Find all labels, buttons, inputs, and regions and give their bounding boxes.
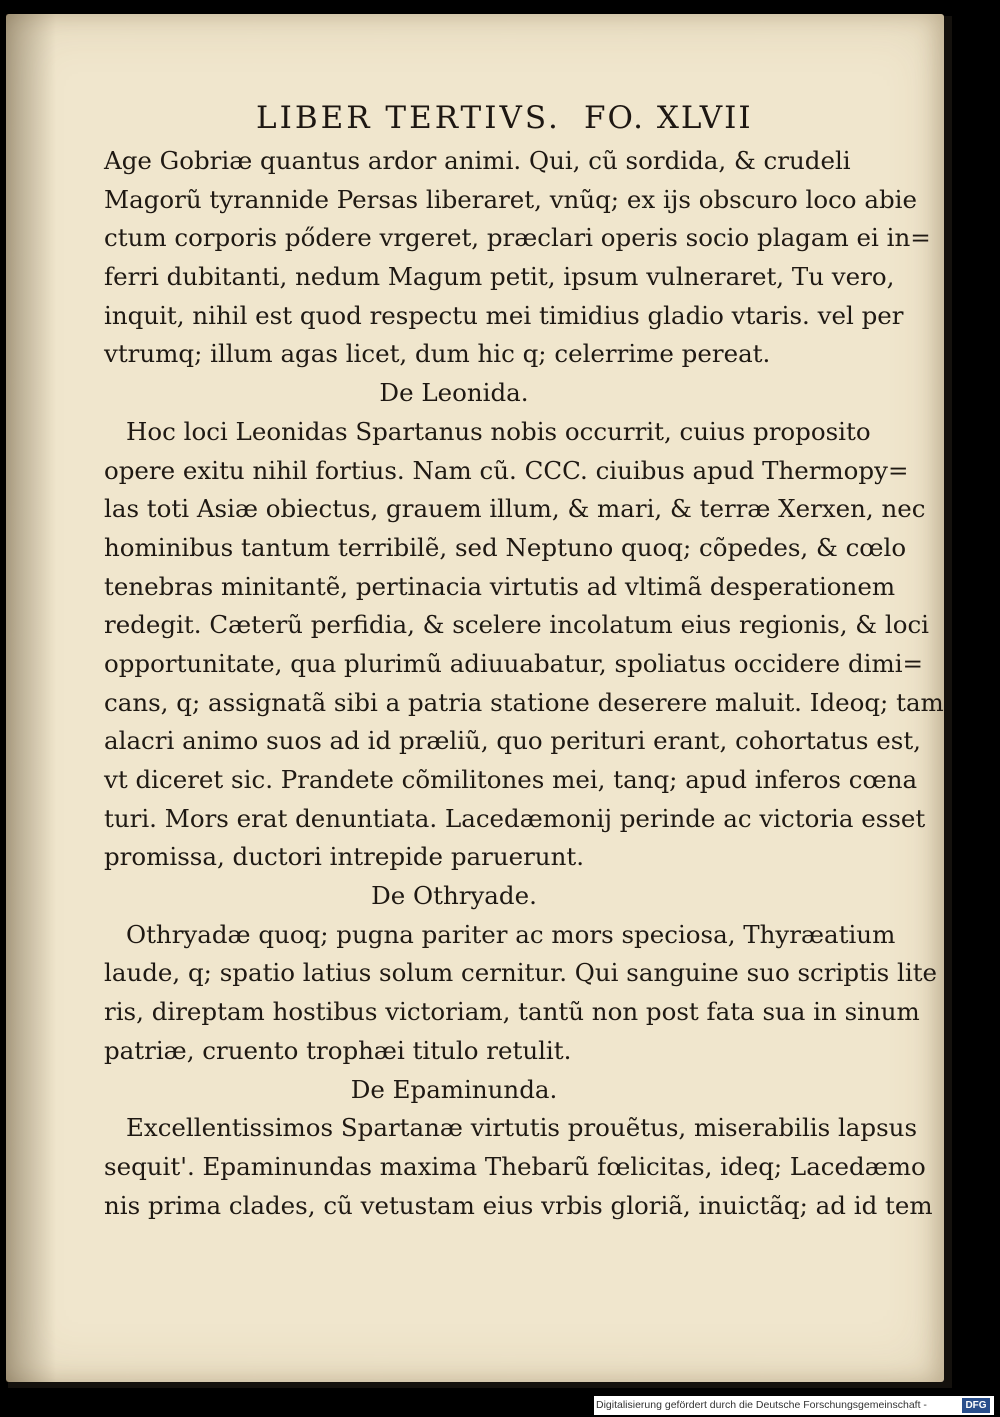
folio-number: FO. XLVII	[584, 100, 753, 136]
text-line: Hoc loci Leonidas Spartanus nobis occurrit, cuius proposito	[126, 416, 871, 446]
text-line: tenebras minitantẽ, pertinacia virtutis ad vltimã desperationem	[104, 571, 896, 601]
text-line: Age Gobriæ quantus ardor animi. Qui, cũ sordida, & crudeli	[104, 146, 851, 175]
text-line: Excellentissimos Spartanæ virtutis prouẽtus, miserabilis lapsus	[126, 1113, 918, 1143]
section-heading: De Leonida.	[379, 378, 529, 408]
text-line: laude, q; spatio latius solum cernitur. Qui sanguine suo scriptis lite	[104, 958, 938, 988]
text-line: las toti Asiæ obiectus, grauem illum, & mari, & terræ Xerxen, nec	[104, 494, 926, 524]
text-line: ris, direptam hostibus victoriam, tantũ non post fata sua in sinum	[104, 997, 920, 1027]
text-line: patriæ, cruento trophæi titulo retulit.	[104, 1035, 572, 1065]
text-line: ferri dubitanti, nedum Magum petit, ipsum vulneraret, Tu vero,	[104, 262, 895, 292]
running-head-title: LIBER TERTIVS.	[256, 100, 561, 136]
dfg-logo[interactable]: DFG	[962, 1398, 990, 1413]
text-block	[104, 142, 944, 1225]
footer-credit: Digitalisierung gefördert durch die Deutsche Forschungsgemeinschaft -	[596, 1399, 927, 1411]
text-line: sequit'. Epaminundas maxima Thebarũ fœlicitas, ideq; Lacedæmo	[104, 1151, 926, 1181]
running-head	[6, 100, 944, 140]
section-heading: De Epaminunda.	[350, 1074, 558, 1104]
text-line: hominibus tantum terribilẽ, sed Neptuno quoq; cõpedes, & cœlo	[104, 532, 907, 562]
text-line: Magorũ tyrannide Persas liberaret, vnũq; ex ijs obscuro loco abie	[104, 184, 917, 214]
text-line: turi. Mors erat denuntiata. Lacedæmonij perinde ac victoria esset	[104, 803, 926, 833]
text-line: inquit, nihil est quod respectu mei timidius gladio vtaris. vel per	[104, 300, 904, 330]
book-page	[6, 14, 944, 1382]
section-heading: De Othryade.	[371, 881, 537, 911]
text-line: vtrumq; illum agas licet, dum hic q; celerrime pereat.	[104, 339, 771, 369]
text-line: promissa, ductori intrepide paruerunt.	[104, 842, 584, 872]
text-line: cans, q; assignatã sibi a patria statione deserere maluit. Ideoq; tam	[104, 687, 944, 717]
text-line: redegit. Cæterũ perfidia, & scelere incolatum eius regionis, & loci	[104, 610, 930, 640]
text-line: opportunitate, qua plurimũ adiuuabatur, spoliatus occidere dimi=	[104, 648, 924, 678]
text-line: alacri animo suos ad id præliũ, quo perituri erant, cohortatus est,	[104, 726, 921, 756]
text-line: nis prima clades, cũ vetustam eius vrbis gloriã, inuictãq; ad id tem	[104, 1190, 933, 1220]
text-line: Othryadæ quoq; pugna pariter ac mors speciosa, Thyræatium	[126, 919, 896, 949]
text-line: opere exitu nihil fortius. Nam cũ. CCC. ciuibus apud Thermopy=	[104, 455, 909, 485]
digitization-footer	[594, 1396, 994, 1415]
text-line: ctum corporis pődere vrgeret, præclari operis socio plagam ei in=	[104, 223, 931, 253]
text-line: vt diceret sic. Prandete cõmilitones mei, tanq; apud inferos cœna	[104, 765, 918, 794]
